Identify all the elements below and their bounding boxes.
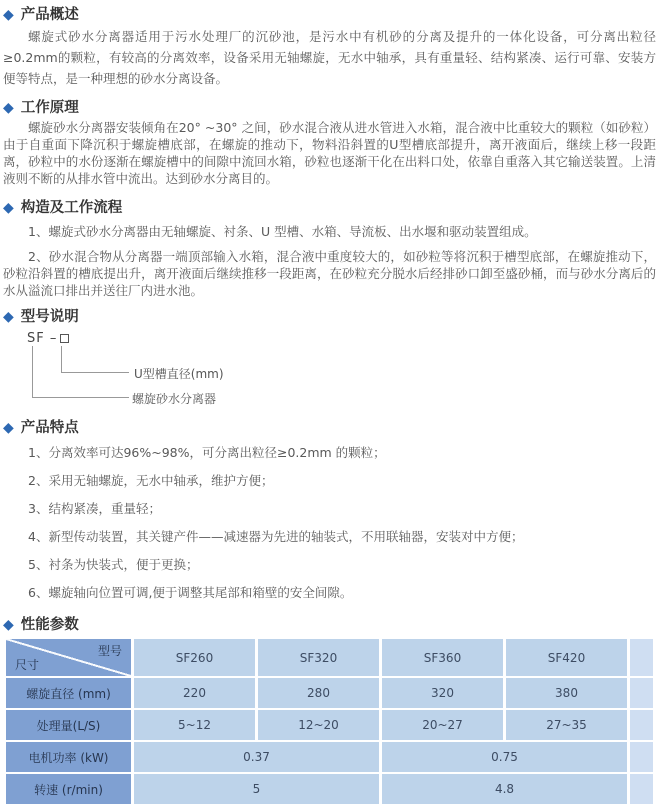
section-header-parameters: [3, 615, 656, 635]
structure-item-2: 2、砂水混合物从分离器一端顶部输入水箱，混合液中重度较大的，如砂粒等将沉积于槽型底部，在螺旋推动下，砂粒沿斜置的槽底提出升，离开液面后继续推移一段距离，在砂粒充分脱水后经排砂口卸至盛砂桶，而与砂水分离后的水从溢流口排出并送往厂内进水池。: [3, 249, 656, 298]
diamond-bullet-icon: ◆: [3, 420, 14, 436]
row-label: 电机功率 (kW): [6, 742, 131, 772]
table-corner-cell: [6, 639, 131, 676]
model-code-diagram: [27, 331, 656, 408]
section-header-features: [3, 418, 656, 438]
row-label: 处理量(L/S): [6, 710, 131, 740]
diamond-bullet-icon: ◆: [3, 200, 14, 216]
section-title-overview: 产品概述: [20, 7, 79, 23]
table-row-speed: [6, 774, 653, 804]
section-header-structure: [3, 198, 656, 218]
row-label: 螺旋直径 (mm): [6, 678, 131, 708]
callout-line-separator: [32, 346, 129, 398]
table-row-diameter: [6, 678, 653, 708]
feature-item: 5、衬条为快装式，便于更换；: [28, 557, 199, 572]
performance-parameters-table: [3, 637, 656, 806]
feature-item: 4、新型传动装置，其关键产件——减速器为先进的轴装式，不用联轴器，安装对中方便；: [28, 529, 524, 544]
table-cell: 20~27: [382, 710, 503, 740]
table-row-motor-power: [6, 742, 653, 772]
feature-item: 3、结构紧凑，重量轻；: [28, 501, 161, 516]
diamond-bullet-icon: ◆: [3, 100, 14, 116]
structure-item-1: 1、螺旋式砂水分离器由无轴螺旋、衬条、U 型槽、水箱、导流板、出水堰和驱动装置组成。: [28, 224, 537, 239]
column-header: SF260: [134, 639, 255, 676]
table-cell-merged: 4.8: [382, 774, 627, 804]
table-row-capacity: [6, 710, 653, 740]
column-header: SF420: [506, 639, 627, 676]
section-title-structure: 构造及工作流程: [20, 200, 123, 216]
model-dash: –: [49, 331, 58, 346]
table-cell-merged: 0.37: [134, 742, 379, 772]
overview-paragraph: 螺旋式砂水分离器适用于污水处理厂的沉砂池，是污水中有机砂的分离及提升的一体化设备，可分离出粒径≥0.2mm的颗粒，有较高的分离效率，设备采用无轴螺旋，无水中轴承，具有重量轻、结构紧凑、运行可靠、安装方便等特点，是一种理想的砂水分离设备。: [3, 29, 656, 86]
table-cell-merged: 0.75: [382, 742, 627, 772]
table-cell: 12~20: [258, 710, 379, 740]
feature-item: 6、螺旋轴向位置可调,便于调整其尾部和箱壁的安全间隙。: [28, 585, 353, 600]
table-cell: 380: [506, 678, 627, 708]
feature-item: 2、采用无轴螺旋，无水中轴承，维护方便；: [28, 473, 274, 488]
column-header: SF320: [258, 639, 379, 676]
row-label: 转速 (r/min): [6, 774, 131, 804]
table-header-row: [6, 639, 653, 676]
section-header-model: [3, 307, 656, 327]
principle-paragraph: 螺旋砂水分离器安装倾角在20° ~30° 之间，砂水混合液从进水管进入水箱，混合液中比重较大的颗粒（如砂粒）由于自重面下降沉积于螺旋槽底部，在螺旋的推动下，物料沿斜置的U型槽底部提升，离开液面后，继续上移一段距离，砂粒中的水份逐渐在螺旋槽中的间隙中流回水箱，砂粒也逐渐干化在出料口处，依靠自重落入其它输送装置。上清液则不断的从排水管中流出。达到砂水分离目的。: [3, 120, 656, 186]
model-label-separator: 螺旋砂水分离器: [132, 392, 217, 406]
table-cell: 280: [258, 678, 379, 708]
model-placeholder-box: [60, 334, 69, 343]
column-header: SF360: [382, 639, 503, 676]
model-prefix: SF: [27, 331, 45, 346]
clipped-column-cell: [630, 774, 653, 804]
section-title-principle: 工作原理: [20, 100, 79, 116]
table-cell: 220: [134, 678, 255, 708]
table-cell-merged: 5: [134, 774, 379, 804]
model-code: [27, 331, 69, 346]
table-cell: 5~12: [134, 710, 255, 740]
corner-label-model: 型号: [97, 644, 122, 658]
section-header-principle: [3, 98, 656, 118]
section-title-parameters: 性能参数: [20, 617, 79, 633]
table-cell: 27~35: [506, 710, 627, 740]
feature-item: 1、分离效率可达96%~98%，可分离出粒径≥0.2mm 的颗粒；: [28, 445, 386, 460]
clipped-column-cell: [630, 742, 653, 772]
table-cell: 320: [382, 678, 503, 708]
diamond-bullet-icon: ◆: [3, 617, 14, 633]
diamond-bullet-icon: ◆: [3, 7, 14, 23]
diamond-bullet-icon: ◆: [3, 309, 14, 325]
corner-label-size: 尺寸: [15, 658, 40, 672]
clipped-column-cell: [630, 678, 653, 708]
section-header-overview: [3, 5, 656, 25]
section-title-features: 产品特点: [20, 420, 79, 436]
clipped-column-cell: [630, 710, 653, 740]
clipped-column-cell: [630, 639, 653, 676]
section-title-model: 型号说明: [20, 309, 79, 325]
model-label-u-channel: U型槽直径(mm): [134, 367, 224, 381]
